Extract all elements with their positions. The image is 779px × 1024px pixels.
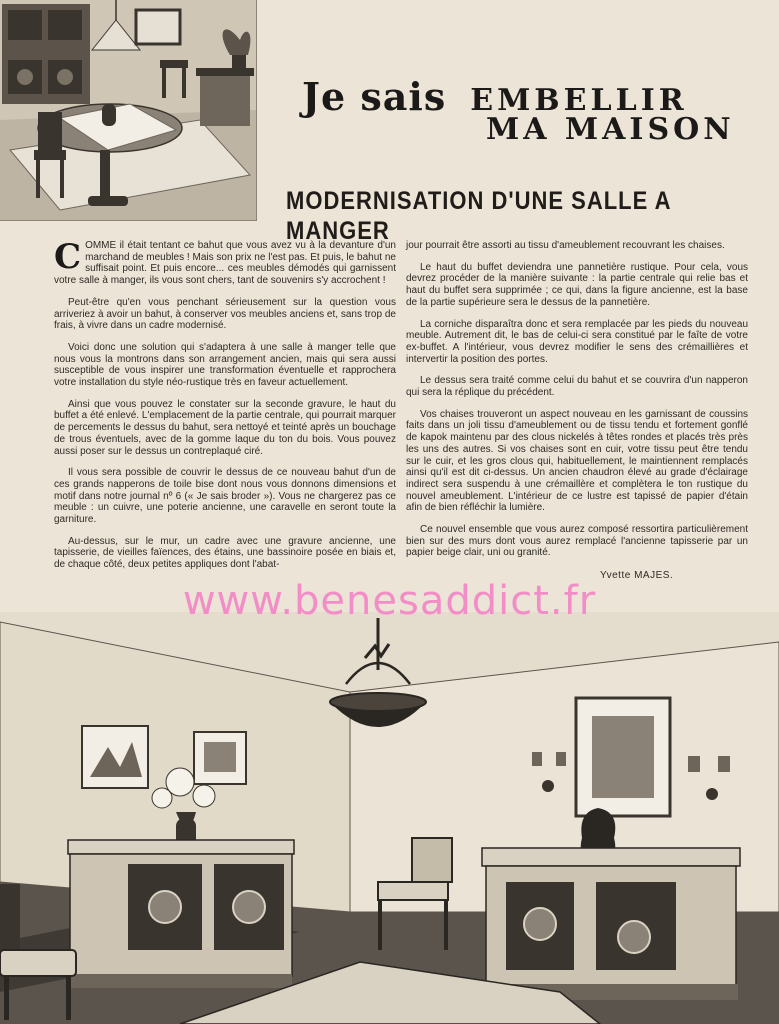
author-signature: Yvette MAJES. bbox=[600, 570, 674, 581]
article-subtitle: MODERNISATION D'UNE SALLE A MANGER bbox=[286, 186, 671, 245]
paragraph: Le haut du buffet deviendra une pannetière rustique. Pour cela, vous devrez procéder de la manière suivante : la partie centrale qui relie bas et haut du buffet sera supprimée ; ce qui, dans la figure ancienne, est la base de la partie supérieure sera le dessus de la pannetière. bbox=[406, 261, 748, 308]
new-dining-room-drawing bbox=[0, 612, 779, 1024]
new-dining-room-illustration bbox=[0, 612, 779, 1024]
site-watermark: www.benesaddict.fr bbox=[182, 578, 597, 624]
paragraph: Le dessus sera traité comme celui du bahut et se couvrira d'un napperon qui sera la réplique du précédent. bbox=[406, 375, 748, 399]
paragraph bbox=[54, 237, 396, 287]
drop-cap: C bbox=[54, 237, 82, 277]
paragraph: Vos chaises trouveront un aspect nouveau en les garnissant de coussins faits dans un joli tissu d'ameublement ou de tissu tendu et fortement gonflé de kapok maintenu par des clous nickelés à têtes rondes et placés très près les uns des autres. Si vos chaises sont en cuir, votre tissu peut être tendu sur le cuir, et les gros clous qui, habituellement, le maintiennent remplacés ainsi qu'il est dit ci-dessus. Un ancien chaudron élevé au grade d'éclairage indirect sera suspendu à une crémaillère et complètera le ton rustique du nouvel ameublement. L'intérieur de ce lustre est tapissé de papier d'étain afin de bien réfléchir la lumière. bbox=[406, 408, 748, 514]
old-dining-room-drawing bbox=[0, 0, 256, 220]
title-embellir: EMBELLIR bbox=[470, 83, 688, 118]
title-ma-maison: MA MAISON bbox=[486, 112, 735, 147]
paragraph: Voici donc une solution qui s'adaptera à une salle à manger telle que nous vous la montrons dans son arrangement ancien, mais qui sera aussi susceptible de vous inspirer une transformation éventuelle et rapprochera votre installation du style néo-rustique très en faveur actuellement. bbox=[54, 341, 396, 389]
paragraph: Peut-être qu'en vous penchant sérieusement sur la question vous arriveriez à avoir un bahut, à conserver vos meubles anciens et, sans trop de frais, à vivre dans un cadre modernisé. bbox=[54, 296, 396, 332]
old-dining-room-illustration bbox=[0, 0, 257, 221]
paragraph: La corniche disparaîtra donc et sera remplacée par les pieds du nouveau meuble. Autrement dit, le bas de celui-ci sera constitué par le faîte de votre ex-buffet. A l'intérieur, vous devrez modifier le sens des crémaillières et intervertir la position des portes. bbox=[406, 318, 748, 365]
paragraph: Au-dessus, sur le mur, un cadre avec une gravure ancienne, une tapisserie, de vieilles faïences, des étains, une bassinoire posée en biais et, de chaque côté, deux petites appliques dont l'abat- bbox=[54, 535, 396, 571]
article-column-right bbox=[406, 240, 748, 569]
paragraph: jour pourrait être assorti au tissu d'ameublement recouvrant les chaises. bbox=[406, 240, 725, 251]
title-je-sais: Je sais bbox=[302, 74, 447, 119]
article-column-left bbox=[54, 237, 396, 581]
paragraph-text: OMME il était tentant ce bahut que vous avez vu à la devanture d'un marchand de meubles ! Mais son prix ne l'est pas. Et puis, le bahut ne suffisait point. Et puis encore... ces meubles démodés qui garnissent votre salle à manger, ils vous sont chers, tant de souvenirs s'y accrochent ! bbox=[54, 240, 396, 287]
paragraph: Il vous sera possible de couvrir le dessus de ce nouveau bahut d'un de ces grands napperons de toile bise dont nous vous donnons dimensions et motif dans notre journal nº 6 (« Je sais broder »). Vous ne chargerez pas ce meuble : un cuivre, une poterie ancienne, une caravelle en seront toute la garniture. bbox=[54, 467, 396, 526]
paragraph: Ainsi que vous pouvez le constater sur la seconde gravure, le haut du buffet a été enlevé. L'emplacement de la partie centrale, qui pourrait marquer de percements le dessus du bahut, sera nettoyé et teinté après un bouchage de trous éventuels, avec de la gomme laque du ton du bois. Vous pouvez aussi poser sur le dessus un contreplaqué ciré. bbox=[54, 398, 396, 457]
paragraph: Ce nouvel ensemble que vous aurez composé ressortira particulièrement bien sur des murs dont vous aurez remplacé l'ancienne tapisserie par un papier beige clair, uni ou granité. bbox=[406, 524, 748, 559]
